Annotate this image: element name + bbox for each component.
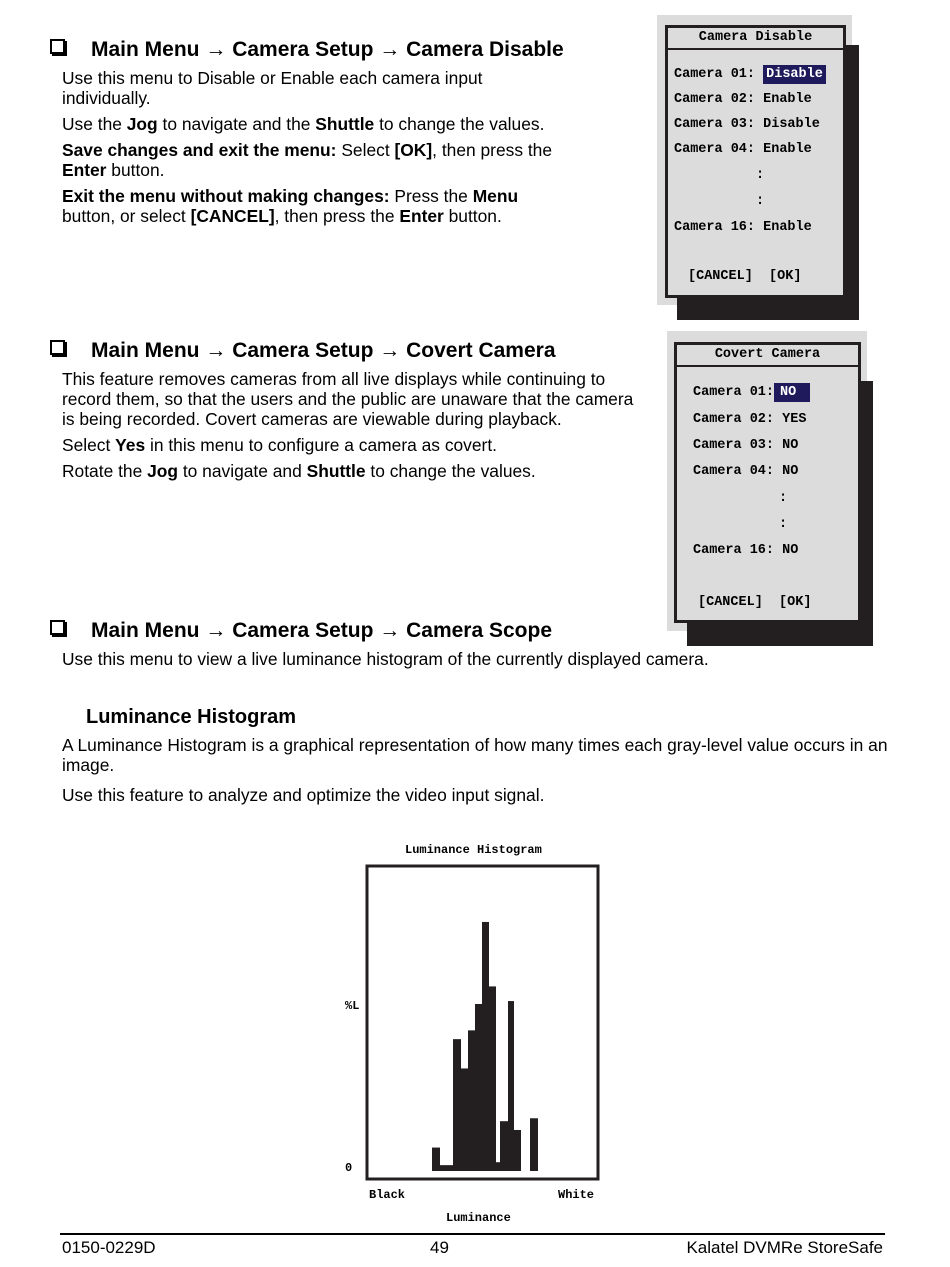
histogram-bar xyxy=(475,1004,482,1171)
osd-covert-camera xyxy=(674,342,861,623)
paragraph: Use this menu to view a live luminance histogram of the currently displayed camera. xyxy=(62,649,709,669)
osd-row-camera-01[interactable]: Camera 01: Disable xyxy=(674,67,826,82)
osd-row-camera-01[interactable]: Camera 01: NO xyxy=(693,385,810,400)
histogram-bar xyxy=(432,1148,440,1171)
cancel-button[interactable]: [CANCEL] xyxy=(688,269,753,284)
osd-ellipsis: : xyxy=(756,194,765,209)
covert-camera-description xyxy=(62,369,647,487)
section-heading-camera-disable xyxy=(50,38,564,62)
osd-row-camera-16[interactable]: Camera 16: NO xyxy=(693,543,799,558)
osd-title: Camera Disable xyxy=(668,28,843,50)
camera-scope-description xyxy=(62,649,922,675)
arrow-icon: → xyxy=(379,38,401,61)
x-axis-label: Luminance xyxy=(446,1211,511,1225)
section-heading-covert-camera: Main Menu → Camera Setup → Covert Camera xyxy=(50,339,556,363)
osd-row-camera-04[interactable]: Camera 04: NO xyxy=(693,464,799,479)
y-axis-label: %L xyxy=(345,999,360,1013)
section-heading-camera-scope: Main Menu → Camera Setup → Camera Scope xyxy=(50,619,552,643)
heading-part: Main Menu xyxy=(91,38,200,61)
arrow-icon: → xyxy=(205,339,227,362)
ok-button[interactable]: [OK] xyxy=(769,269,802,284)
checkbox-bullet-icon xyxy=(50,39,65,54)
checkbox-bullet-icon xyxy=(50,620,65,635)
luminance-histogram-heading: Luminance Histogram xyxy=(86,706,297,728)
osd-row-camera-02[interactable]: Camera 02: Enable xyxy=(674,92,812,107)
osd-row-camera-03[interactable]: Camera 03: Disable xyxy=(674,117,820,132)
osd-ellipsis: : xyxy=(779,517,788,532)
osd-row-camera-02[interactable]: Camera 02: YES xyxy=(693,412,807,427)
paragraph: Select Yes in this menu to configure a camera as covert. xyxy=(62,435,498,455)
histogram-bar xyxy=(508,1001,514,1171)
footer-page-number: 49 xyxy=(430,1238,449,1257)
paragraph: A Luminance Histogram is a graphical representation of how many times each gray-level value occurs in an image. xyxy=(62,735,888,775)
histogram-bar xyxy=(514,1130,521,1171)
histogram-bar xyxy=(530,1118,538,1171)
paragraph: Use this feature to analyze and optimize the video input signal. xyxy=(62,785,545,805)
paragraph: Exit the menu without making changes: Press the Menu button, or select [CANCEL], then press the Enter button. xyxy=(62,186,519,226)
osd-row-camera-04[interactable]: Camera 04: Enable xyxy=(674,142,812,157)
paragraph: Use the Jog to navigate and the Shuttle to change the values. xyxy=(62,114,545,134)
luminance-histogram-description xyxy=(62,735,892,811)
histogram-bar xyxy=(453,1039,461,1171)
histogram-bar xyxy=(461,1068,468,1171)
histogram-bar xyxy=(500,1121,508,1171)
osd-row-camera-16[interactable]: Camera 16: Enable xyxy=(674,220,812,235)
footer-doc-number: 0150-0229D xyxy=(62,1238,156,1257)
ok-button[interactable]: [OK] xyxy=(779,595,812,610)
osd-buttons xyxy=(688,269,801,284)
arrow-icon: → xyxy=(205,619,227,642)
histogram-bar xyxy=(440,1165,453,1171)
paragraph: Rotate the Jog to navigate and Shuttle to change the values. xyxy=(62,461,536,481)
chart-title: Luminance Histogram xyxy=(405,843,542,857)
histogram-bar xyxy=(496,1162,500,1171)
osd-buttons xyxy=(698,595,811,610)
heading-part: Camera Disable xyxy=(406,38,564,61)
heading-part: Camera Setup xyxy=(232,38,374,61)
osd-highlight-value[interactable]: Disable xyxy=(763,65,826,84)
paragraph: Use this menu to Disable or Enable each camera input individually. xyxy=(62,68,483,108)
y-tick-zero: 0 xyxy=(345,1161,353,1175)
luminance-histogram-chart xyxy=(340,860,610,1190)
x-tick-white: White xyxy=(558,1188,595,1202)
arrow-icon: → xyxy=(205,38,227,61)
osd-ellipsis: : xyxy=(779,491,788,506)
osd-title: Covert Camera xyxy=(677,345,858,367)
osd-camera-disable xyxy=(665,25,846,298)
paragraph: Save changes and exit the menu: Select [OK], then press the Enter button. xyxy=(62,140,553,180)
arrow-icon: → xyxy=(379,619,401,642)
histogram-bar xyxy=(489,986,496,1171)
histogram-bar xyxy=(468,1030,475,1171)
footer-product-name: Kalatel DVMRe StoreSafe xyxy=(686,1238,883,1257)
camera-disable-description xyxy=(62,68,562,232)
osd-row-camera-03[interactable]: Camera 03: NO xyxy=(693,438,799,453)
arrow-icon: → xyxy=(379,339,401,362)
osd-highlight-value[interactable]: NO xyxy=(774,383,810,402)
histogram-bar xyxy=(482,922,489,1171)
footer-divider xyxy=(60,1233,885,1235)
cancel-button[interactable]: [CANCEL] xyxy=(698,595,763,610)
x-tick-black: Black xyxy=(369,1188,406,1202)
osd-ellipsis: : xyxy=(756,168,765,183)
paragraph: This feature removes cameras from all live displays while continuing to record them, so that the users and the public are unaware that the camera is being recorded. Covert cameras are viewable during playback. xyxy=(62,369,634,429)
checkbox-bullet-icon xyxy=(50,340,65,355)
